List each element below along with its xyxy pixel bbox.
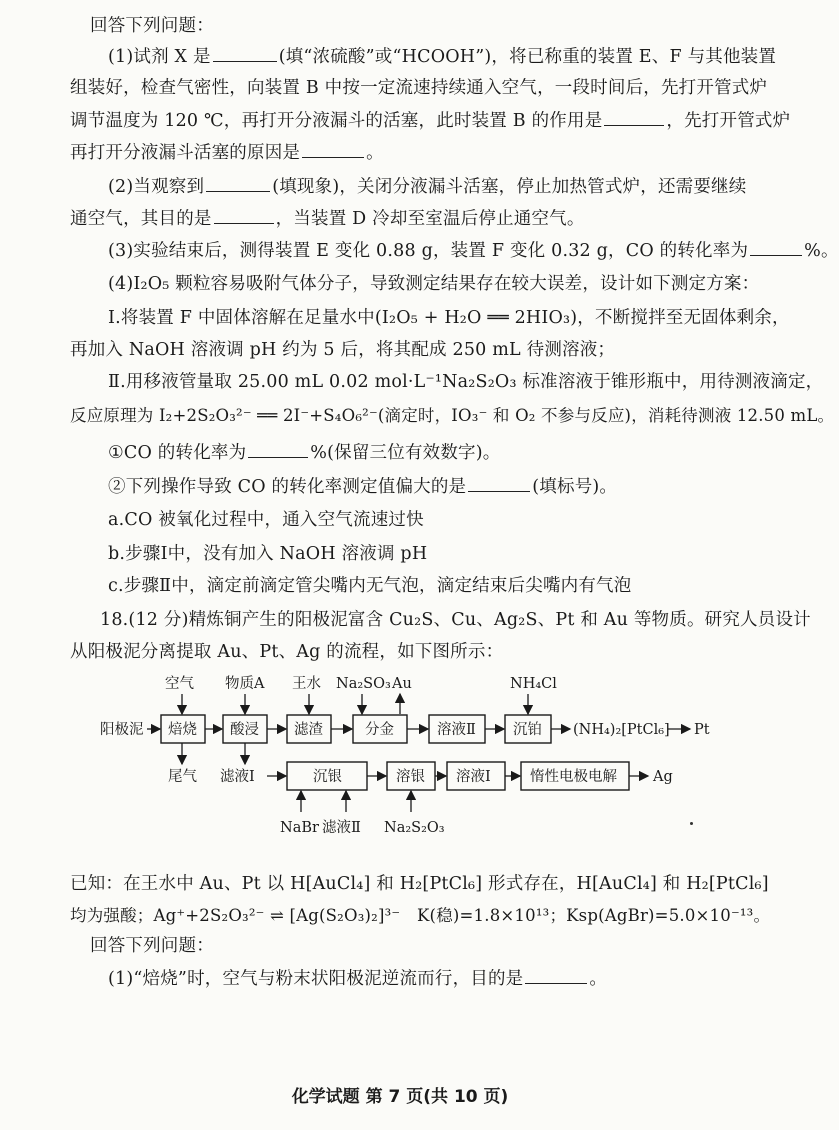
text-span: (2)当观察到 bbox=[108, 177, 205, 197]
text-line: 均为强酸；Ag⁺+2S₂O₃²⁻ ⇌ [Ag(S₂O₃)₂]³⁻ K(稳)=1.8×10¹³；Ksp(AgBr)=5.0×10⁻¹³。 bbox=[70, 906, 771, 925]
nabr-input: NaBr bbox=[280, 820, 319, 836]
au-output: Au bbox=[392, 676, 412, 692]
filtrate-1-output: 滤液Ⅰ bbox=[220, 769, 255, 785]
text-span: (1)“焙烧”时，空气与粉末状阳极泥逆流而行，目的是 bbox=[108, 969, 524, 989]
air-input: 空气 bbox=[165, 676, 194, 692]
answer-blank[interactable] bbox=[604, 108, 664, 126]
sub-question-1 bbox=[108, 440, 500, 465]
text-span: (3)实验结束后，测得装置 E 变化 0.88 g，装置 F 变化 0.32 g，CO 的转化率为 bbox=[108, 241, 749, 261]
answer-blank[interactable] bbox=[750, 238, 802, 256]
solution-1-label: 溶液Ⅰ bbox=[456, 769, 491, 785]
acid-leach-label: 酸浸 bbox=[230, 722, 259, 738]
text-span: (填“浓硫酸”或“HCOOH”)，将已称重的装置 E、F 与其他装置 bbox=[278, 47, 777, 67]
text-span: 通空气，其目的是 bbox=[70, 209, 212, 229]
electrolysis-label: 惰性电极电解 bbox=[530, 769, 617, 785]
na2s2o3-input: Na₂S₂O₃ bbox=[384, 820, 445, 836]
option-c: c.步骤Ⅱ中，滴定前滴定管尖嘴内无气泡，滴定结束后尖嘴内有气泡 bbox=[108, 576, 632, 596]
answer-blank[interactable] bbox=[525, 966, 587, 984]
ag-precipitation-label: 沉银 bbox=[313, 769, 342, 785]
roast-label: 焙烧 bbox=[168, 722, 197, 738]
option-b: b.步骤Ⅰ中，没有加入 NaOH 溶液调 pH bbox=[108, 544, 428, 564]
text-span: 。 bbox=[366, 143, 384, 163]
text-span: %(保留三位有效数字)。 bbox=[310, 443, 501, 463]
text-line bbox=[70, 206, 585, 231]
text-line: 从阳极泥分离提取 Au、Pt、Ag 的流程，如下图所示： bbox=[70, 642, 504, 662]
text-line: 回答下列问题： bbox=[90, 16, 214, 36]
answer-blank[interactable] bbox=[206, 174, 270, 192]
question-2-line bbox=[108, 174, 746, 199]
question-18-line: 18.(12 分)精炼铜产生的阳极泥富含 Cu₂S、Cu、Ag₂S、Pt 和 Au 等物质。研究人员设计 bbox=[100, 610, 811, 630]
ag-dissolve-label: 溶银 bbox=[396, 769, 425, 785]
gold-separation-label: 分金 bbox=[365, 722, 394, 738]
answer-blank[interactable] bbox=[302, 140, 364, 158]
text-span: (填现象)，关闭分液漏斗活塞，停止加热管式炉，还需要继续 bbox=[272, 177, 747, 197]
text-span: ②下列操作导致 CO 的转化率测定值偏大的是 bbox=[108, 477, 467, 497]
question-1-line bbox=[108, 44, 776, 69]
text-span: %。 bbox=[804, 241, 839, 261]
question-18-1-line bbox=[108, 966, 607, 991]
sub-question-2 bbox=[108, 474, 617, 499]
step-2-line: Ⅱ.用移液管量取 25.00 mL 0.02 mol·L⁻¹Na₂S₂O₃ 标准溶液于锥形瓶中，用待测液滴定， bbox=[108, 372, 824, 392]
text-line: 反应原理为 I₂+2S₂O₃²⁻ ══ 2I⁻+S₄O₆²⁻(滴定时，IO₃⁻ 和 O₂ 不参与反应)，消耗待测液 12.50 mL。 bbox=[70, 406, 835, 425]
na2so3-input: Na₂SO₃ bbox=[336, 676, 391, 692]
process-flowchart bbox=[70, 666, 750, 846]
text-line: 回答下列问题： bbox=[90, 936, 214, 956]
text-span: 再打开分液漏斗活塞的原因是 bbox=[70, 143, 301, 163]
pt-output: Pt bbox=[694, 722, 710, 738]
answer-blank[interactable] bbox=[468, 474, 530, 492]
filtrate-2-input: 滤液Ⅱ bbox=[322, 820, 361, 836]
text-span: ，当装置 D 冷却至室温后停止通空气。 bbox=[275, 209, 585, 229]
text-span: 。 bbox=[589, 969, 608, 989]
text-line bbox=[70, 140, 384, 165]
speck-mark bbox=[690, 822, 693, 825]
tail-gas-output: 尾气 bbox=[168, 769, 197, 785]
nh4cl-input: NH₄Cl bbox=[510, 676, 557, 692]
text-span: ，先打开管式炉 bbox=[666, 111, 791, 131]
residue-label: 滤渣 bbox=[294, 722, 323, 738]
question-4-line: (4)I₂O₅ 颗粒容易吸附气体分子，导致测定结果存在较大误差，设计如下测定方案： bbox=[108, 274, 760, 294]
answer-blank[interactable] bbox=[213, 44, 277, 62]
text-span: 调节温度为 120 ℃，再打开分液漏斗的活塞，此时装置 B 的作用是 bbox=[70, 111, 603, 131]
aqua-regia-input: 王水 bbox=[292, 676, 321, 692]
question-3-line bbox=[108, 238, 839, 263]
start-label: 阳极泥 bbox=[100, 722, 144, 738]
known-info-line: 已知：在王水中 Au、Pt 以 H[AuCl₄] 和 H₂[PtCl₆] 形式存在，H[AuCl₄] 和 H₂[PtCl₆] bbox=[70, 874, 769, 894]
pt-precipitation-label: 沉铂 bbox=[513, 722, 542, 738]
ag-output: Ag bbox=[653, 769, 673, 785]
answer-blank[interactable] bbox=[248, 440, 308, 458]
text-span: (填标号)。 bbox=[532, 477, 618, 497]
option-a: a.CO 被氧化过程中，通入空气流速过快 bbox=[108, 510, 424, 530]
text-span: ①CO 的转化率为 bbox=[108, 443, 247, 463]
text-line bbox=[70, 108, 790, 133]
solution-2-label: 溶液Ⅱ bbox=[437, 722, 476, 738]
text-line: 再加入 NaOH 溶液调 pH 约为 5 后，将其配成 250 mL 待测溶液； bbox=[70, 340, 616, 360]
page-footer: 化学试题 第 7 页(共 10 页) bbox=[291, 1087, 509, 1107]
text-line: 组装好，检查气密性，向装置 B 中按一定流速持续通入空气，一段时间后，先打开管式炉 bbox=[70, 78, 768, 98]
answer-blank[interactable] bbox=[214, 206, 274, 224]
text-span: (1)试剂 X 是 bbox=[108, 47, 211, 67]
pt-salt-output: (NH₄)₂[PtCl₆] bbox=[573, 722, 670, 738]
step-1-line: Ⅰ.将装置 F 中固体溶解在足量水中(I₂O₅ + H₂O ══ 2HIO₃)，不断搅拌至无固体剩余， bbox=[108, 308, 790, 328]
substance-a-input: 物质A bbox=[225, 676, 265, 692]
